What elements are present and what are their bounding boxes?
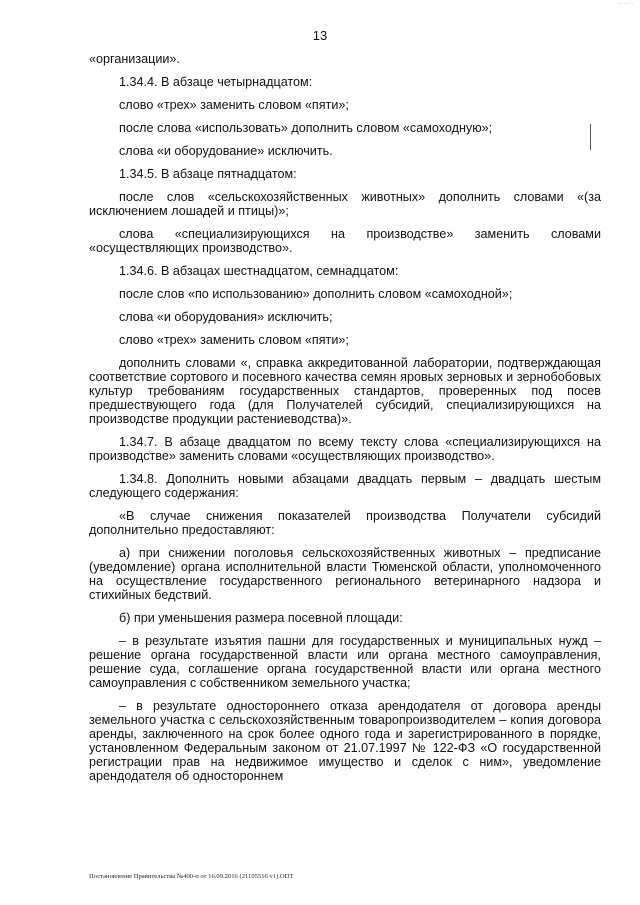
paragraph: после слов «сельскохозяйственных животных» дополнить словами «(за исключением лошадей и птицы)»; [89,190,601,218]
paragraph: дополнить словами «, справка аккредитованной лаборатории, подтверждающая соответствие сортового и посевного качества семян яровых зерновых и зернобобовых культур требованиям государственных стандартов, проверенных под посев предшествующего года (для Получателей субсидий, специализирующихся на производстве продукции растениеводства)». [89,356,601,426]
paragraph: после слов «по использованию» дополнить словом «самоходной»; [119,287,513,301]
paragraph: 1.34.7. В абзаце двадцатом по всему тексту слова «специализирующихся на производстве» заменить словами «осуществляющих производство». [89,435,601,463]
corner-mark: ...... [617,0,634,6]
paragraph: «организации». [89,52,180,66]
document-body [89,52,601,783]
paragraph: 1.34.6. В абзацах шестнадцатом, семнадцатом: [119,264,399,278]
paragraph: слово «трех» заменить словом «пяти»; [119,333,349,347]
paragraph: «В случае снижения показателей производства Получатели субсидий дополнительно предоставляют: [89,509,601,537]
paragraph: б) при уменьшения размера посевной площади: [119,611,403,625]
paragraph: после слова «использовать» дополнить словом «самоходную»; [119,121,493,135]
paragraph: слово «трех» заменить словом «пяти»; [119,98,349,112]
paragraph: слова «и оборудование» исключить. [119,144,333,158]
paragraph: – в результате одностороннего отказа арендодателя от договора аренды земельного участка с сельскохозяйственным товаропроизводителем – копия договора аренды, заключенного на срок более одного года и зарегистрированного в порядке, установленном Федеральным законом от 21.07.1997 № 122-ФЗ «О государственной регистрации прав на недвижимое имущество и сделок с ним», уведомление арендодателя об одностороннем [89,699,601,783]
paragraph: слова «специализирующихся на производстве» заменить словами «осуществляющих производство». [89,227,601,255]
paragraph: 1.34.8. Дополнить новыми абзацами двадцать первым – двадцать шестым следующего содержания: [89,472,601,500]
footer-doc-id: Постановление Правительства №400-п от 16.09.2016 (21105516 v1).ODT [89,873,294,880]
paragraph: – в результате изъятия пашни для государственных и муниципальных нужд – решение органа государственной власти или органа местного самоуправления, решение суда, соглашение органа государственной власти или органа местного самоуправления с собственником земельного участка; [89,634,601,690]
paragraph: слова «и оборудования» исключить; [119,310,333,324]
paragraph: 1.34.4. В абзаце четырнадцатом: [119,75,313,89]
paragraph: а) при снижении поголовья сельскохозяйственных животных – предписание (уведомление) органа исполнительной власти Тюменской области, уполномоченного на осуществление государственного регионального ветеринарного надзора и стихийных бедствий. [89,546,601,602]
paragraph: 1.34.5. В абзаце пятнадцатом: [119,167,297,181]
page-number: 13 [312,28,328,43]
